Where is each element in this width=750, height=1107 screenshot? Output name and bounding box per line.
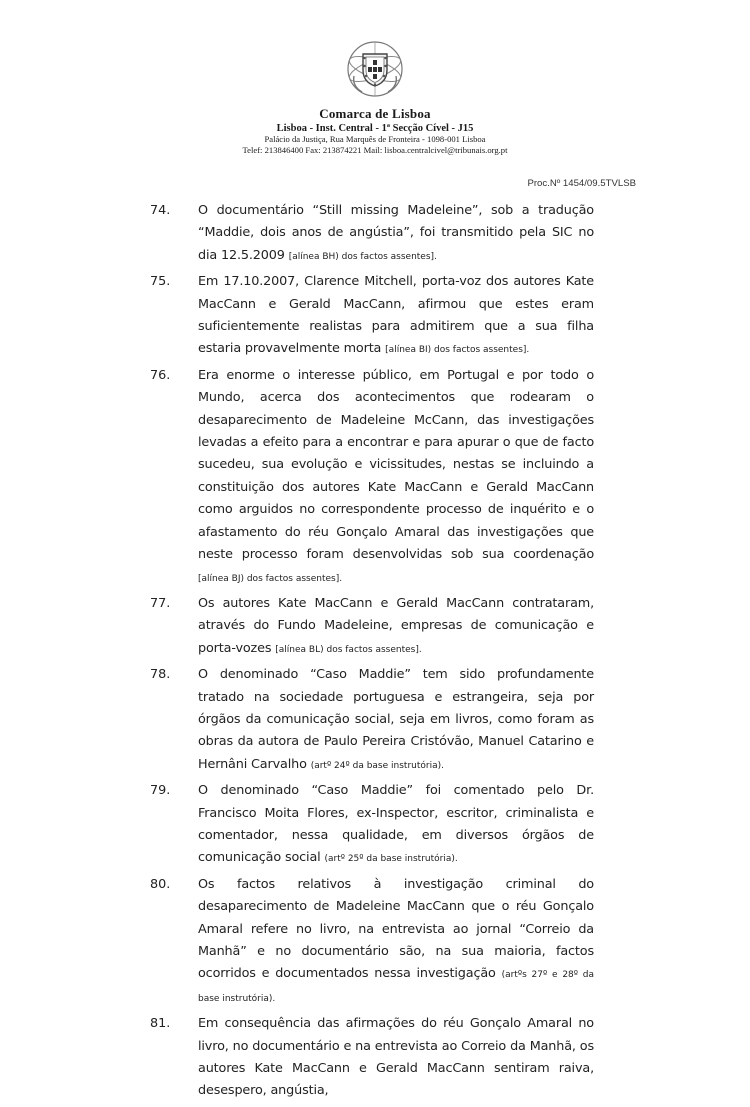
paragraph-number: 78. [150,667,171,683]
paragraph-text [198,593,594,661]
fact-paragraph [150,664,594,777]
paragraph-reference: [alínea BJ) dos factos assentes]. [198,573,343,584]
paragraph-body: O denominado “Caso Maddie” foi comentado pelo Dr. Francisco Moita Flores, ex-Inspector, escritor, criminalista e comentador, nessa qualidade, em diversos órgãos de comunicação social [198,783,594,866]
fact-paragraph [150,1013,594,1104]
paragraph-reference: [alínea BI) dos factos assentes]. [385,345,530,356]
portuguese-coat-of-arms-icon [344,36,406,100]
paragraph-reference: [alínea BH) dos factos assentes]. [288,251,437,262]
fact-paragraph [150,365,594,590]
numbered-facts-list [150,200,594,1107]
paragraph-text [198,200,594,268]
court-address: Palácio da Justiça, Rua Marquês de Fronteira - 1098-001 Lisboa [264,134,486,144]
paragraph-number: 75. [150,274,171,290]
process-reference: Proc.Nº 1454/09.5TVLSB [527,178,636,189]
paragraph-text [198,1013,594,1104]
paragraph-text [198,780,594,871]
paragraph-text [198,664,594,777]
paragraph-number: 80. [150,876,171,892]
paragraph-body: Em 17.10.2007, Clarence Mitchell, porta-voz dos autores Kate MacCann e Gerald MacCann, afirmou que estes eram suficientemente realistas para admitirem que a sua filha estaria provavelmente morta [198,274,594,357]
paragraph-text [198,874,594,1010]
paragraph-body: Os autores Kate MacCann e Gerald MacCann contrataram, através do Fundo Madeleine, empresas de comunicação e porta-vozes [198,595,594,656]
court-section: Lisboa - Inst. Central - 1ª Secção Cível - J15 [276,123,474,134]
paragraph-body: Os factos relativos à investigação criminal do desaparecimento de Madeleine MacCann que o réu Gonçalo Amaral refere no livro, na entrevista ao jornal “Correio da Manhã” e no documentário são, na sua maioria, factos ocorridos e documentados nessa investigação [198,876,594,982]
court-contacts: Telef: 213846400 Fax: 213874221 Mail: lisboa.centralcivel@tribunais.org.pt [242,145,508,155]
paragraph-number: 76. [150,367,171,383]
paragraph-reference: (artº 25º da base instrutória). [324,854,458,865]
paragraph-body: O denominado “Caso Maddie” tem sido profundamente tratado na sociedade portuguesa e estrangeira, seja por órgãos da comunicação social, seja em livros, como foram as obras da autora de Paulo Pereira Cristóvão, Manuel Catarino e Hernâni Carvalho [198,667,594,772]
paragraph-number: 79. [150,783,171,799]
fact-paragraph [150,271,594,362]
fact-paragraph [150,593,594,661]
paragraph-number: 81. [150,1016,171,1032]
paragraph-reference: (artº 24º da base instrutória). [310,760,444,771]
paragraph-reference: [alínea BL) dos factos assentes]. [275,644,422,655]
paragraph-text [198,365,594,590]
letterhead [0,36,750,156]
paragraph-text [198,271,594,362]
paragraph-number: 77. [150,595,171,611]
fact-paragraph [150,874,594,1010]
court-name: Comarca de Lisboa [319,106,431,121]
fact-paragraph [150,780,594,871]
paragraph-body: Era enorme o interesse público, em Portugal e por todo o Mundo, acerca dos acontecimentos que rodearam o desaparecimento de Madeleine McCann, das investigações levadas a efeito para a encontrar e para apurar o que de facto sucedeu, sua evolução e vicissitudes, nestas se incluindo a constituição dos autores Kate MacCann e Gerald MacCann como arguidos no correspondente processo de inquérito e o afastamento do réu Gonçalo Amaral das investigações que neste processo foram desenvolvidas sob sua coordenação [198,367,594,563]
paragraph-body: Em consequência das afirmações do réu Gonçalo Amaral no livro, no documentário e na entrevista ao Correio da Manhã, os autores Kate MacCann e Gerald MacCann sentiram raiva, desespero, angústia, [198,1016,594,1099]
paragraph-body: O documentário “Still missing Madeleine”, sob a tradução “Maddie, dois anos de angústia”, foi transmitido pela SIC no dia 12.5.2009 [198,203,594,263]
paragraph-number: 74. [150,203,171,218]
paragraph-reference: (artºs 27º e 28º da base instrutória). [198,970,595,1004]
fact-paragraph [150,200,594,268]
